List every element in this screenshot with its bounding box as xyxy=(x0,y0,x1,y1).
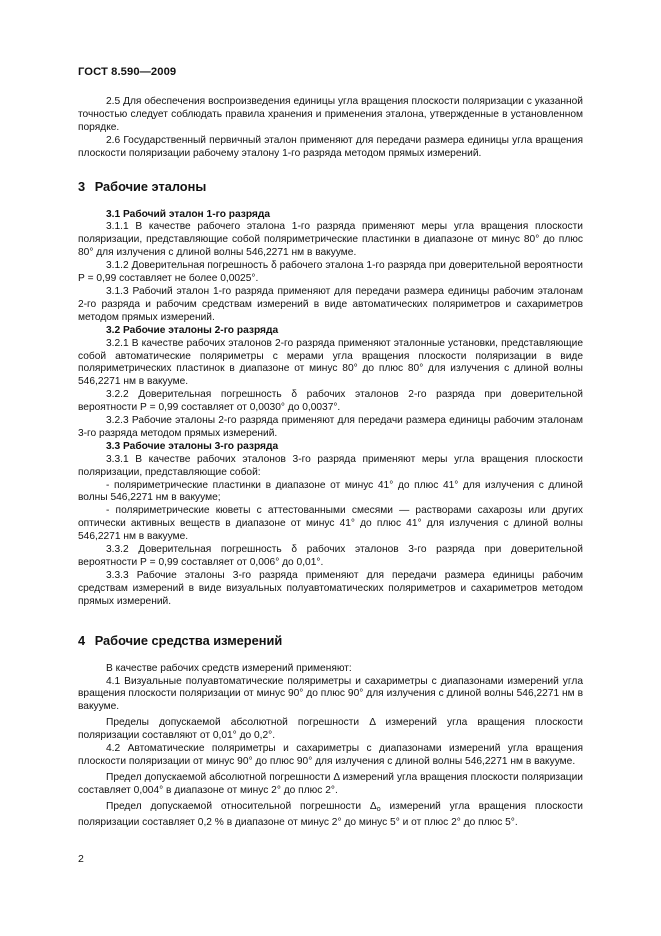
section-4-title: Рабочие средства измерений xyxy=(94,632,283,648)
section-3-title: Рабочие эталоны xyxy=(94,178,207,194)
rel-limit-text-pre: Предел допускаемой относительной погрешности Δ xyxy=(106,800,377,812)
paragraph-3-2-1: 3.2.1 В качестве рабочих эталонов 2-го разряда применяют эталонные установки, представляющие собой автоматические поляриметры с мерами угла вращения плоскости поляризации в виде поляриметрических пластинок в диапазоне от минус 80° до плюс 80° для излучения с длиной волны 546,2271 нм в вакууме. xyxy=(78,337,583,388)
section-3-number: 3 xyxy=(78,178,86,194)
paragraph-3-3-1: 3.3.1 В качестве рабочих эталонов 3-го разряда применяют меры угла вращения плоскости поляризации, представляющие собой: xyxy=(78,453,583,478)
paragraph-3-3-3: 3.3.3 Рабочие эталоны 3-го разряда применяют для передачи размера единицы рабочим средствам измерений в виде визуальных полуавтоматических поляриметров и сахариметров методом прямых измерений. xyxy=(78,569,583,607)
section-4-number: 4 xyxy=(78,632,86,648)
paragraph-3-3-1-item-b: - поляриметрические кюветы с аттестованными смесями — растворами сахарозы или других оптически активных веществ в диапазоне от минус 41° до плюс 41° для излучения с длиной волны 546,2271 нм в вакууме. xyxy=(78,505,583,543)
paragraph-4-1-limits: Пределы допускаемой абсолютной погрешности Δ измерений угла вращения плоскости поляризации составляют от 0,01° до 0,2°. xyxy=(78,717,583,742)
paragraph-4-1: 4.1 Визуальные полуавтоматические поляриметры и сахариметры с диапазонами измерений угла вращения плоскости поляризации от минус 90° до плюс 90° для излучения с длиной волны 546,2271 нм в вакууме. xyxy=(78,675,583,713)
paragraph-4-2-abs-limit: Предел допускаемой абсолютной погрешности Δ измерений угла вращения плоскости поляризации составляет 0,004° в диапазоне от минус 2° до плюс 2°. xyxy=(78,771,583,796)
rel-limit-text-post: измерений угла вращения плоскости поляризации составляет 0,2 % в диапазоне от минус 2° до минус 5° и от плюс 2° до плюс 5°. xyxy=(78,800,583,828)
paragraph-3-1-3: 3.1.3 Рабочий эталон 1-го разряда применяют для передачи размера единицы рабочим эталонам 2-го разряда и рабочим средствам измерений в виде автоматических поляриметров и сахариметров методом прямых измерений. xyxy=(78,285,583,323)
paragraph-3-2-3: 3.2.3 Рабочие эталоны 2-го разряда применяют для передачи размера единицы рабочим эталонам 3-го разряда методом прямых измерений. xyxy=(78,415,583,439)
section-3-heading xyxy=(78,179,583,194)
paragraph-2-5: 2.5 Для обеспечения воспроизведения единицы угла вращения плоскости поляризации с указанной точностью следует соблюдать правила хранения и применения эталона, утвержденные в установленном порядке. xyxy=(78,96,583,133)
document-body xyxy=(78,96,583,830)
subsection-3-1-title: 3.1 Рабочий эталон 1-го разряда xyxy=(106,208,271,220)
paragraph-3-1-1: 3.1.1 В качестве рабочего эталона 1-го разряда применяют меры угла вращения плоскости поляризации, представляющие собой поляриметрические пластинки в диапазоне от минус 80° до плюс 80° для излучения с длиной волны 546,2271 нм в вакууме. xyxy=(78,221,583,259)
page-number: 2 xyxy=(78,853,84,865)
paragraph-4-intro: В качестве рабочих средств измерений применяют: xyxy=(106,662,352,674)
paragraph-3-1-2: 3.1.2 Доверительная погрешность δ рабочего эталона 1-го разряда при доверительной вероятности Р = 0,99 составляет не более 0,0025°. xyxy=(78,260,583,285)
paragraph-4-2: 4.2 Автоматические поляриметры и сахариметры с диапазонами измерений угла вращения плоскости поляризации от минус 90° до плюс 90° для излучения с длиной волны 546,2271 нм в вакууме. xyxy=(78,743,583,767)
rel-limit-subscript: о xyxy=(376,805,381,813)
paragraph-3-3-1-item-a: - поляриметрические пластинки в диапазоне от минус 41° до плюс 41° для излучения с длиной волны 546,2271 нм в вакууме; xyxy=(78,479,583,504)
subsection-3-3-title: 3.3 Рабочие эталоны 3-го разряда xyxy=(106,440,279,452)
section-4-heading xyxy=(78,633,583,648)
document-header: ГОСТ 8.590—2009 xyxy=(78,66,177,78)
paragraph-3-2-2: 3.2.2 Доверительная погрешность δ рабочих эталонов 2-го разряда при доверительной вероятности Р = 0,99 составляет от 0,0030° до 0,0037°. xyxy=(78,389,583,414)
paragraph-2-6: 2.6 Государственный первичный эталон применяют для передачи размера единицы угла вращения плоскости поляризации рабочему эталону 1-го разряда методом прямых измерений. xyxy=(78,134,583,159)
subsection-3-2-title: 3.2 Рабочие эталоны 2-го разряда xyxy=(106,324,279,336)
paragraph-4-2-rel-limit xyxy=(78,801,583,830)
paragraph-3-3-2: 3.3.2 Доверительная погрешность δ рабочих эталонов 3-го разряда при доверительной вероятности Р = 0,99 составляет от 0,006° до 0,01°. xyxy=(78,544,583,568)
